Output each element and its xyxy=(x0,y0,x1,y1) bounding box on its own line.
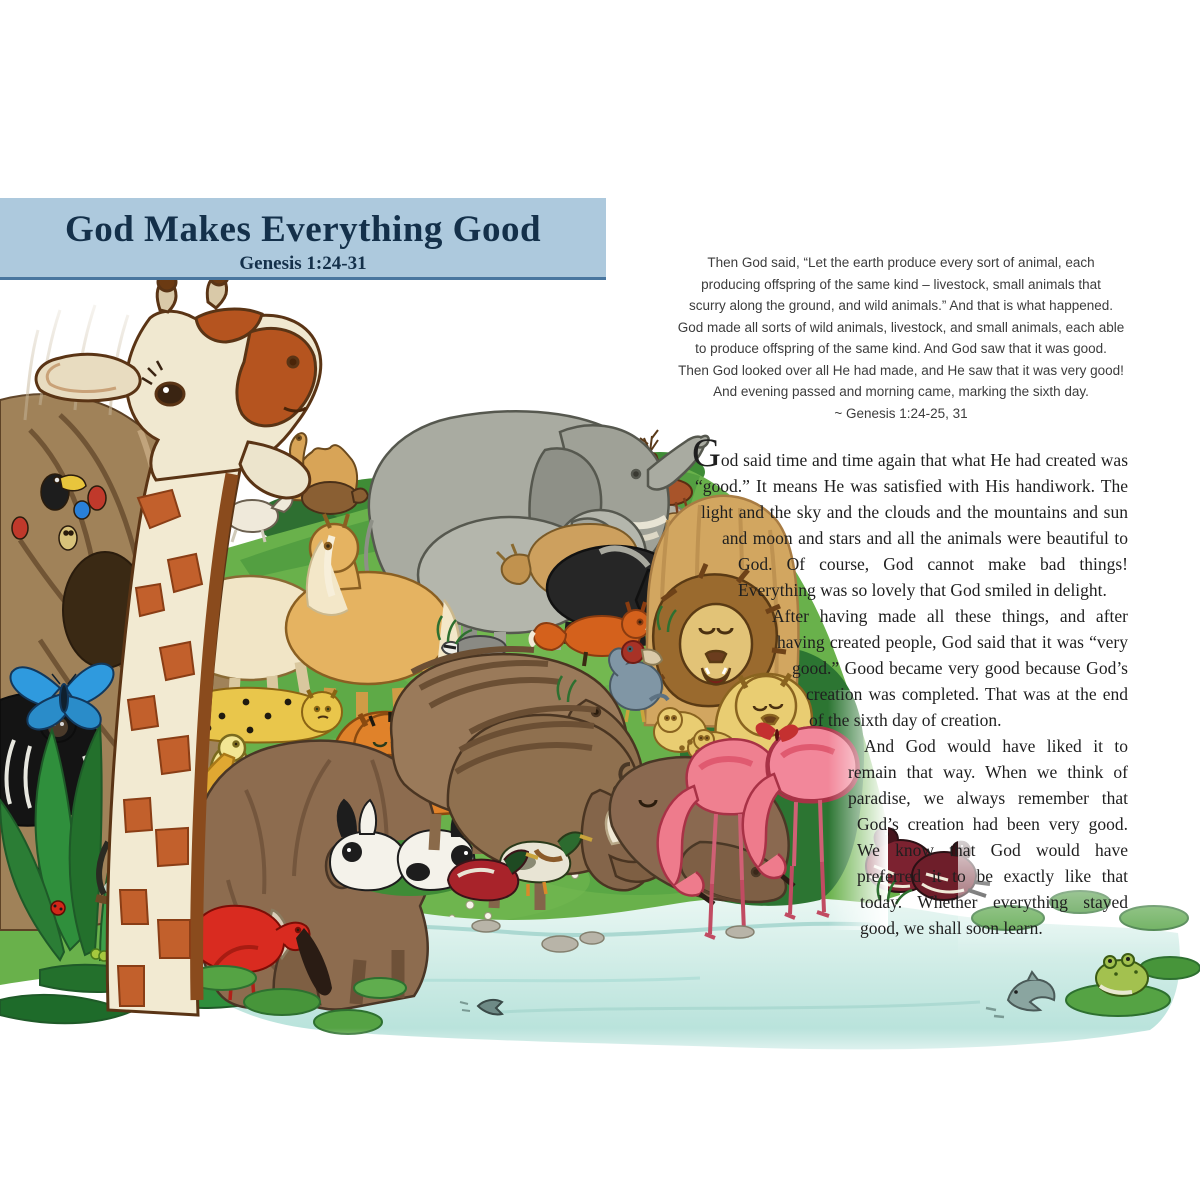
page-title: God Makes Everything Good xyxy=(64,209,542,250)
water-bottom-fade xyxy=(160,1028,1200,1054)
quote-attribution: ~ Genesis 1:24-25, 31 xyxy=(834,405,968,421)
story-paragraph-2: After having made all these things, and after having created people, God said that it was “very good.” Good became very good because God’s creation was completed. That was at the end of the sixth day of creation. xyxy=(772,606,1128,730)
story-paragraph-3: And God would have liked it to remain that way. When we think of paradise, we always remember that God’s creation had been very good. We know that God would have preferred it to be exactly like that today. Whether everything stayed good, we shall soon learn. xyxy=(848,736,1128,938)
ladybug xyxy=(51,901,65,915)
scripture-reference: Genesis 1:24-31 xyxy=(239,253,367,274)
quote-line: to produce offspring of the same kind. And God saw that it was good. xyxy=(695,341,1107,356)
paragraph-1-text: od said time and time again that what He had created was “good.” It means He was satisfied with His handiwork. The light and the sky and the clouds and the mountains and sun and moon and stars and all the animals were beautiful to God. Of course, God cannot make bad things! Everything was so lovely that God smiled in delight. xyxy=(695,450,1128,600)
quote-line: scurry along the ground, and wild animals.” And that is what happened. xyxy=(688,298,1113,313)
quote-line: Then God said, “Let the earth produce every sort of animal, each xyxy=(707,255,1095,270)
quote-line: Then God looked over all He had made, and He saw that it was very good! xyxy=(678,362,1124,378)
scripture-quote xyxy=(660,252,1142,424)
story-paragraph-1 xyxy=(688,430,1128,603)
title-banner xyxy=(0,198,606,280)
raised-cap: G xyxy=(692,430,721,475)
story-text xyxy=(688,430,1128,956)
quote-line: And evening passed and morning came, marking the sixth day. xyxy=(713,384,1089,399)
quote-line: God made all sorts of wild animals, livestock, and small animals, each able xyxy=(677,319,1125,335)
quote-line: producing offspring of the same kind – livestock, small animals that xyxy=(701,276,1101,292)
